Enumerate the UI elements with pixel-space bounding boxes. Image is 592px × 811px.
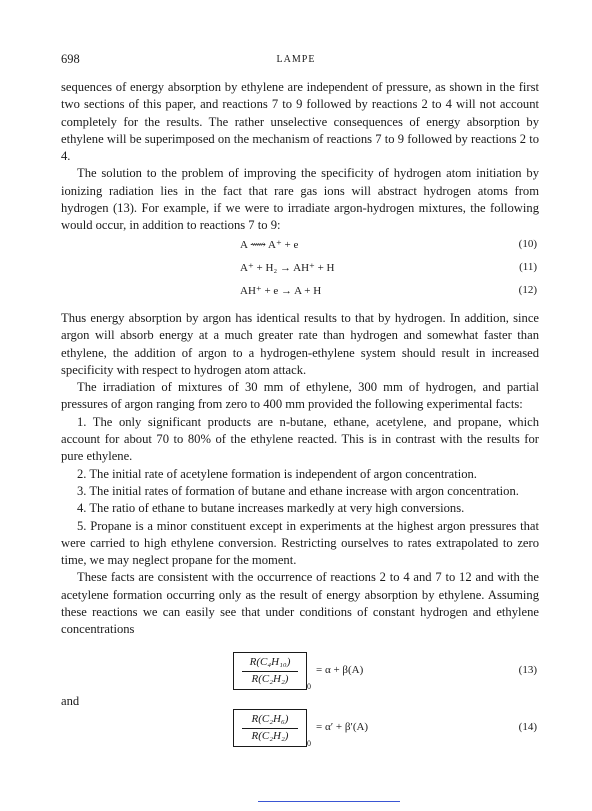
paragraph-3: Thus energy absorption by argon has identical results to that by hydrogen. In addition, since argon will absorb energy at a much greater rate than hydrogen and somewhat faster than ethylene, the addition of argon to a hydrogen-ethylene system should result in increased specificity with respect to hydrogen atom attack.: [61, 311, 539, 377]
equation-13-number: (13): [518, 664, 537, 676]
paragraph-1: sequences of energy absorption by ethylene are independent of pressure, as shown in the first two sections of this paper, and reactions 7 to 9 followed by reactions 2 to 4 will not account completely for the results. The rather unselective consequences of energy absorption by ethylene will be superimposed on the mechanism of reactions 7 to 9 followed by reactions 2 to 4.: [61, 80, 539, 164]
equation-13-fraction-bar: [242, 671, 298, 672]
footer-rule: [258, 801, 400, 802]
reaction-11-equation: A⁺ + H₂ → AH⁺ + H: [240, 262, 335, 274]
equation-14-rhs: = α′ + β′(A): [316, 721, 369, 733]
equation-13-bracket: [233, 652, 307, 690]
equation-14-numerator: R(C₂H₆): [251, 713, 289, 725]
and-connector: and: [61, 694, 80, 708]
paragraph-5: These facts are consistent with the occurrence of reactions 2 to 4 and 7 to 12 and with the acetylene formation occurring only as the result of energy absorption by ethylene. Assuming these reactions we can easily see that under conditions of constant hydrogen and ethylene concentrations: [61, 570, 539, 637]
equation-13-numerator: R(C₄H₁₀): [249, 656, 291, 668]
equation-14-number: (14): [518, 721, 537, 733]
reaction-10: [0, 238, 592, 255]
reaction-11: [0, 261, 592, 278]
fact-3: 3. The initial rates of formation of butane and ethane increase with argon concentration.: [77, 483, 519, 498]
fact-1: 1. The only significant products are n-butane, ethane, acetylene, and propane, which account for about 70 to 80% of the ethylene reacted. This is in contrast with the results for pure ethylene.: [61, 414, 539, 464]
page-number: 698: [61, 52, 80, 66]
equation-13-subscript: 0: [307, 682, 311, 691]
fact-4: 4. The ratio of ethane to butane increases markedly at very high conversions.: [77, 501, 465, 516]
equation-13-rhs: = α + β(A): [316, 664, 364, 676]
reaction-12-equation: AH⁺ + e → A + H: [240, 285, 322, 297]
reaction-10-equation: A ⟿ A⁺ + e: [240, 239, 299, 251]
equation-14-fraction-bar: [242, 728, 298, 729]
reaction-12: [0, 284, 592, 301]
fact-5: 5. Propane is a minor constituent except in experiments at the highest argon pressures that were carried to high ethylene conversion. Restricting ourselves to rates extrapolated to zero time, we may neglect propane for the moment.: [61, 518, 539, 568]
equation-14-denominator: R(C₂H₂): [251, 730, 289, 742]
running-head: LAMPE: [276, 54, 316, 65]
paragraph-2: The solution to the problem of improving the specificity of hydrogen atom initiation by ionizing radiation lies in the fact that rare gas ions will abstract hydrogen atoms from hydrogen (13). For example, if we were to irradiate argon-hydrogen mixtures, the following would occur, in addition to reactions 7 to 9:: [61, 166, 539, 233]
text-block-2: [61, 310, 539, 639]
reaction-10-number: (10): [518, 238, 537, 250]
fact-2: 2. The initial rate of acetylene formation is independent of argon concentration.: [77, 466, 477, 481]
equation-14-subscript: 0: [307, 739, 311, 748]
reaction-11-number: (11): [519, 261, 537, 273]
text-block-1: [61, 79, 539, 235]
paragraph-4: The irradiation of mixtures of 30 mm of ethylene, 300 mm of hydrogen, and partial pressures of argon ranging from zero to 400 mm provided the following experimental facts:: [61, 380, 539, 412]
equation-14: [0, 709, 592, 753]
equation-13-denominator: R(C₂H₂): [251, 673, 289, 685]
reaction-12-number: (12): [518, 284, 537, 296]
equation-14-bracket: [233, 709, 307, 747]
equation-13: [0, 652, 592, 696]
